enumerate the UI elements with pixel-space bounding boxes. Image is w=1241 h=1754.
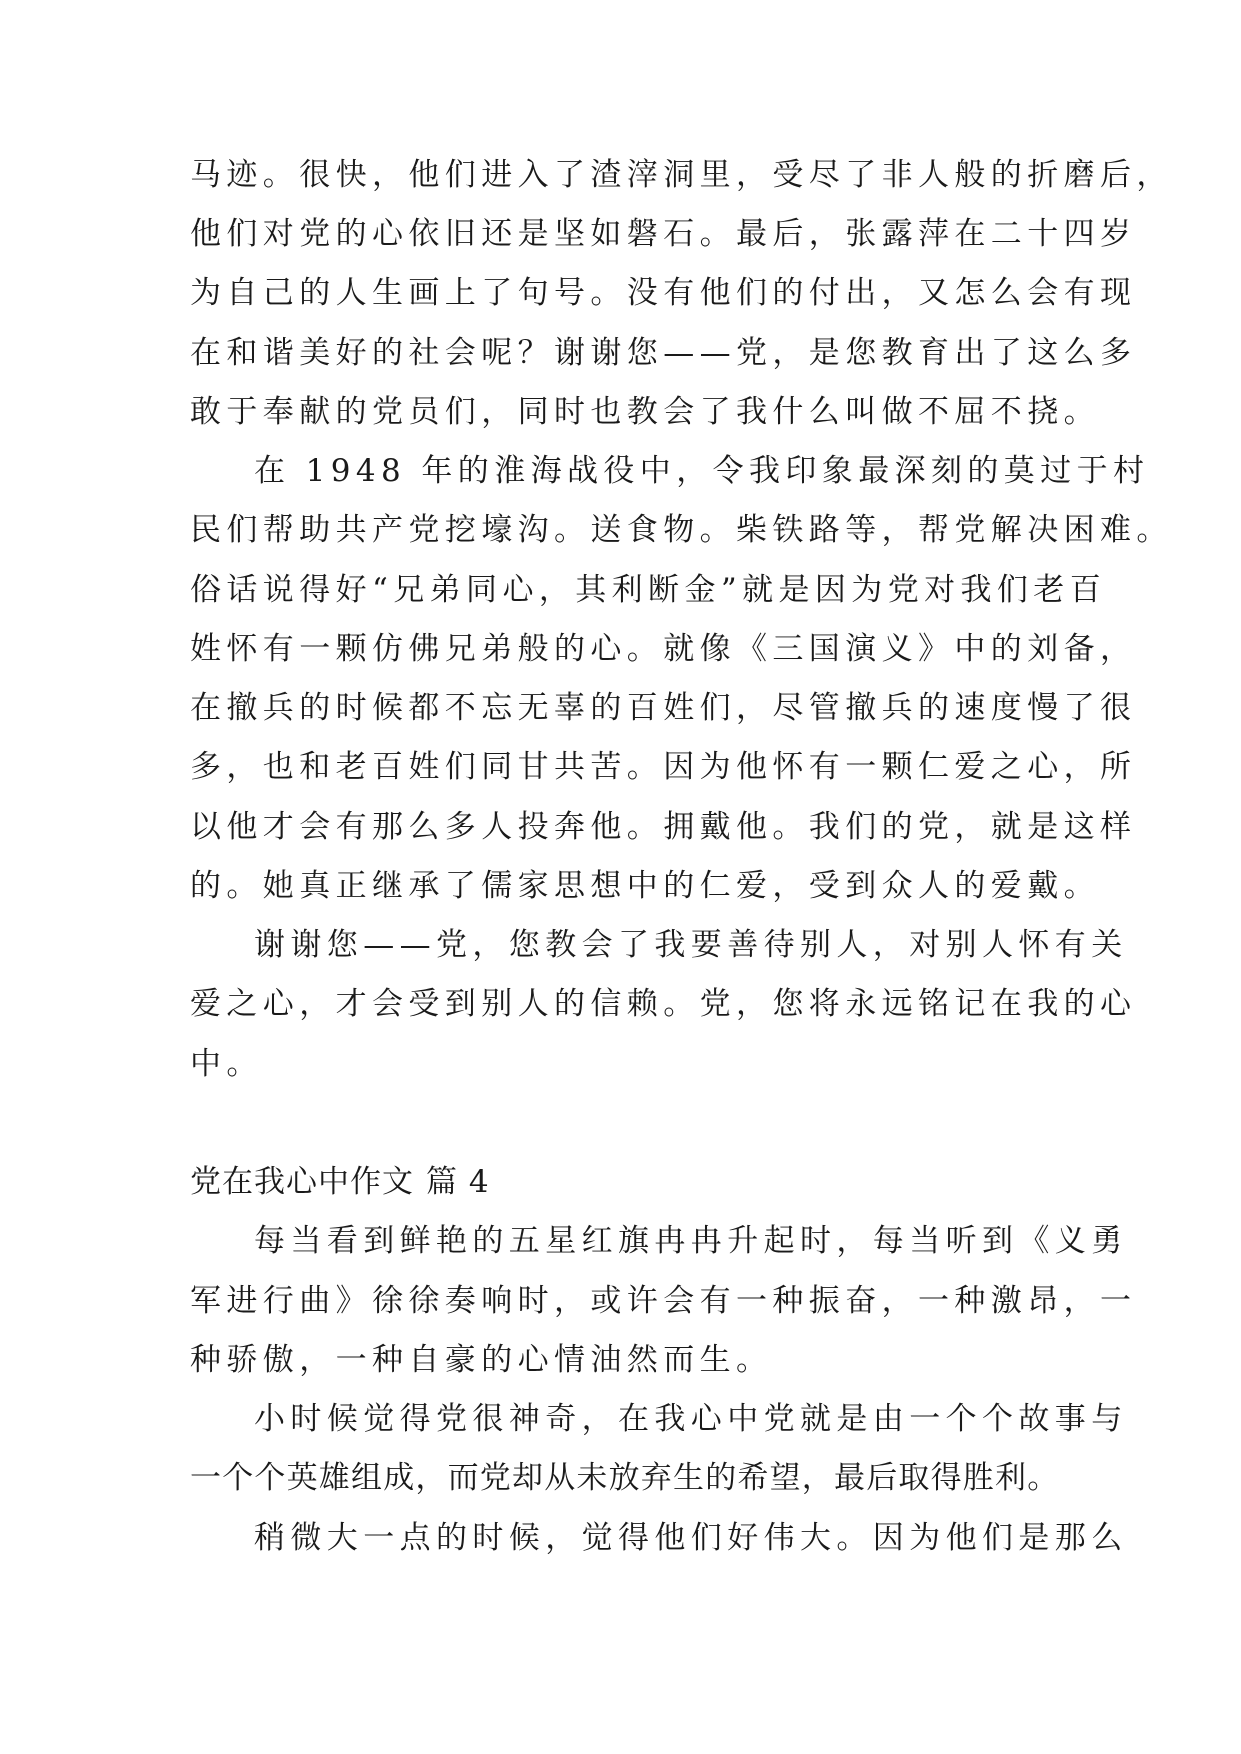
text-line: 种骄傲，一种自豪的心情油然而生。 (190, 1342, 773, 1378)
text-line: 为自己的人生画上了句号。没有他们的付出，又怎么会有现 (190, 275, 1137, 311)
text-line: 在撤兵的时候都不忘无辜的百姓们，尽管撤兵的速度慢了很 (190, 690, 1137, 726)
text-line: 敢于奉献的党员们，同时也教会了我什么叫做不屈不挠。 (190, 394, 1100, 430)
text-line: 小时候觉得党很神奇，在我心中党就是由一个个故事与 (254, 1401, 1128, 1437)
heading-title: 党在我心中作文 (190, 1164, 414, 1200)
text-line: 多，也和老百姓们同甘共苦。因为他怀有一颗仁爱之心，所 (190, 749, 1137, 785)
text-line: 中。 (190, 1046, 263, 1082)
text-line: 爱之心，才会受到别人的信赖。党，您将永远铭记在我的心 (190, 986, 1137, 1022)
text-line: 军进行曲》徐徐奏响时，或许会有一种振奋，一种激昂，一 (190, 1283, 1137, 1319)
section-heading (190, 1162, 490, 1202)
text-line: 姓怀有一颗仿佛兄弟般的心。就像《三国演义》中的刘备， (190, 631, 1137, 667)
text-line: 在 1948 年的淮海战役中，令我印象最深刻的莫过于村 (254, 453, 1150, 489)
text-line: 稍微大一点的时候，觉得他们好伟大。因为他们是那么 (254, 1520, 1128, 1556)
text-line: 民们帮助共产党挖壕沟。送食物。柴铁路等，帮党解决困难。 (190, 512, 1173, 548)
text-line: 的。她真正继承了儒家思想中的仁爱，受到众人的爱戴。 (190, 868, 1100, 904)
text-line: 谢谢您——党，您教会了我要善待别人，对别人怀有关 (254, 927, 1128, 963)
text-line: 每当看到鲜艳的五星红旗冉冉升起时，每当听到《义勇 (254, 1223, 1128, 1259)
text-line: 一个个英雄组成，而党却从未放弃生的希望，最后取得胜利。 (190, 1460, 1060, 1496)
text-line: 俗话说得好“兄弟同心，其利断金”就是因为党对我们老百 (190, 572, 1107, 608)
text-line: 马迹。很快，他们进入了渣滓洞里，受尽了非人般的折磨后， (190, 157, 1173, 193)
text-line: 在和谐美好的社会呢？谢谢您——党，是您教育出了这么多 (190, 335, 1137, 371)
text-line: 以他才会有那么多人投奔他。拥戴他。我们的党，就是这样 (190, 809, 1137, 845)
text-line: 他们对党的心依旧还是坚如磐石。最后，张露萍在二十四岁 (190, 216, 1137, 252)
heading-label: 篇 4 (426, 1164, 490, 1200)
